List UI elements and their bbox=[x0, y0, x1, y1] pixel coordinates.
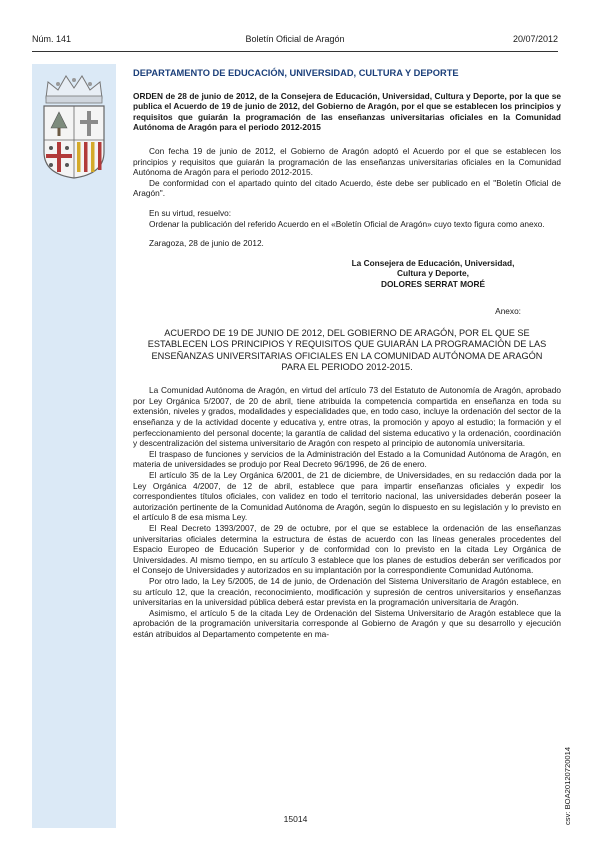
signature-line: Cultura y Deporte, bbox=[397, 268, 469, 279]
document-body bbox=[133, 68, 561, 640]
signatory-name: DOLORES SERRAT MORÉ bbox=[380, 278, 486, 289]
issue-number: Núm. 141 bbox=[32, 34, 72, 44]
body-paragraph: La Comunidad Autónoma de Aragón, en virtud del artículo 73 del Estatuto de Autonomía de Aragón, aprobado por Ley Orgánica 5/2007, de 20 de abril, tiene atribuida la competencia compartida en enseñanza en toda su extensión, niveles y grados, modalidades y especialidades que, en todo caso, incluye la ordenación del sector de la enseñanza y de la actividad docente y educativa y, entre otras, la promoción y apoyo al estudio; la formación y el perfeccionamiento del personal docente; la garantía de calidad del sistema educativo y la ordenación, coordinación y descentralización del sistema universitario de Aragón con respeto al principio de autonomía universitaria. bbox=[133, 385, 561, 449]
acuerdo-title: ACUERDO DE 19 DE JUNIO DE 2012, DEL GOBIERNO DE ARAGÓN, POR EL QUE SE ESTABLECEN LOS PRINCIPIOS Y REQUISITOS QUE GUIARÁN LA PROGRAMACIÓN DE LAS ENSEÑANZAS UNIVERSITARIAS OFICIALES EN LA COMUNIDAD AUTÓNOMA DE ARAGÓN PARA EL PERIODO 2012-2015. bbox=[147, 328, 547, 372]
place-date: Zaragoza, 28 de junio de 2012. bbox=[149, 238, 264, 249]
resolve-paragraph: En su virtud, resuelvo: bbox=[149, 207, 232, 218]
intro-paragraph: De conformidad con el apartado quinto del citado Acuerdo, éste debe ser publicado en el "Boletín Oficial de Aragón". bbox=[133, 177, 561, 199]
body-paragraph: El artículo 35 de la Ley Orgánica 6/2001, de 21 de diciembre, de Universidades, en su redacción dada por la Ley Orgánica 4/2007, de 12 de abril, establece que para impartir enseñanzas oficiales y expedir los correspondientes títulos oficiales, con validez en todo el territorio nacional, las universidades deberán poseer la autorización pertinente de la Comunidad Autónoma de Aragón, según lo dispuesto en su legislación y lo previsto en el artículo 8 de esa misma Ley. bbox=[133, 470, 561, 523]
body-paragraph: Asimismo, el artículo 5 de la citada Ley de Ordenación del Sistema Universitario de Aragón establece que la aprobación de la programación universitaria corresponde al Gobierno de Aragón y que su desarrollo y ejecución están atribuidos al Departamento competente en ma- bbox=[133, 607, 561, 639]
anexo-label: Anexo: bbox=[495, 305, 521, 316]
verification-code: csv: BOA20120720014 bbox=[563, 746, 572, 825]
body-paragraph: El traspaso de funciones y servicios de la Administración del Estado a la Comunidad Autónoma de Aragón, en materia de universidades se produjo por Real Decreto 96/1996, de 26 de enero. bbox=[133, 448, 561, 470]
page-number: 15014 bbox=[283, 814, 308, 824]
body-paragraph: Por otro lado, la Ley 5/2005, de 14 de junio, de Ordenación del Sistema Universitario de Aragón establece, en su artículo 12, que la creación, reconocimiento, modificación y supresión de centros universitarios y enseñanzas universitarias en la universidad pública deberá estar prevista en la programación universitaria de Aragón. bbox=[133, 575, 561, 608]
coat-of-arms-icon bbox=[38, 70, 110, 180]
resolve-paragraph: Ordenar la publicación del referido Acuerdo en el «Boletín Oficial de Aragón» cuyo texto figura como anexo. bbox=[149, 218, 545, 229]
bulletin-title: Boletín Oficial de Aragón bbox=[245, 34, 345, 44]
signature-line: La Consejera de Educación, Universidad, bbox=[351, 257, 515, 268]
header-rule bbox=[32, 51, 558, 52]
signature-block bbox=[333, 258, 533, 290]
intro-paragraph: Con fecha 19 de junio de 2012, el Gobierno de Aragón adoptó el Acuerdo por el que se establecen los principios y requisitos que guiarán la programación de las enseñanzas universitarias oficiales en la Comunidad Autónoma de Aragón para el periodo 2012-2015. bbox=[133, 145, 561, 178]
orden-title: ORDEN de 28 de junio de 2012, de la Consejera de Educación, Universidad, Cultura y Deporte, por la que se publica el Acuerdo de 19 de junio de 2012, del Gobierno de Aragón, por el que se establecen los principios y requisitos que guiarán la programación de las enseñanzas universitarias oficiales en la Comunidad Autónoma de Aragón para el periodo 2012-2015 bbox=[133, 90, 561, 133]
page-header bbox=[32, 34, 558, 48]
body-paragraph: El Real Decreto 1393/2007, de 29 de octubre, por el que se establece la ordenación de las enseñanzas universitarias oficiales determina la estructura de éstas de acuerdo con las líneas generales procedentes del Espacio Europeo de Educación Superior y de conformidad con lo previsto en la citada Ley Orgánica de Universidades. Al mismo tiempo, en su artículo 3 establece que los planes de estudios deberán ser verificados por el Consejo de Universidades y autorizados en su implantación por la correspondiente Comunidad Autónoma. bbox=[133, 523, 561, 576]
issue-date: 20/07/2012 bbox=[512, 34, 558, 44]
department-heading: DEPARTAMENTO DE EDUCACIÓN, UNIVERSIDAD, CULTURA Y DEPORTE bbox=[133, 68, 459, 78]
